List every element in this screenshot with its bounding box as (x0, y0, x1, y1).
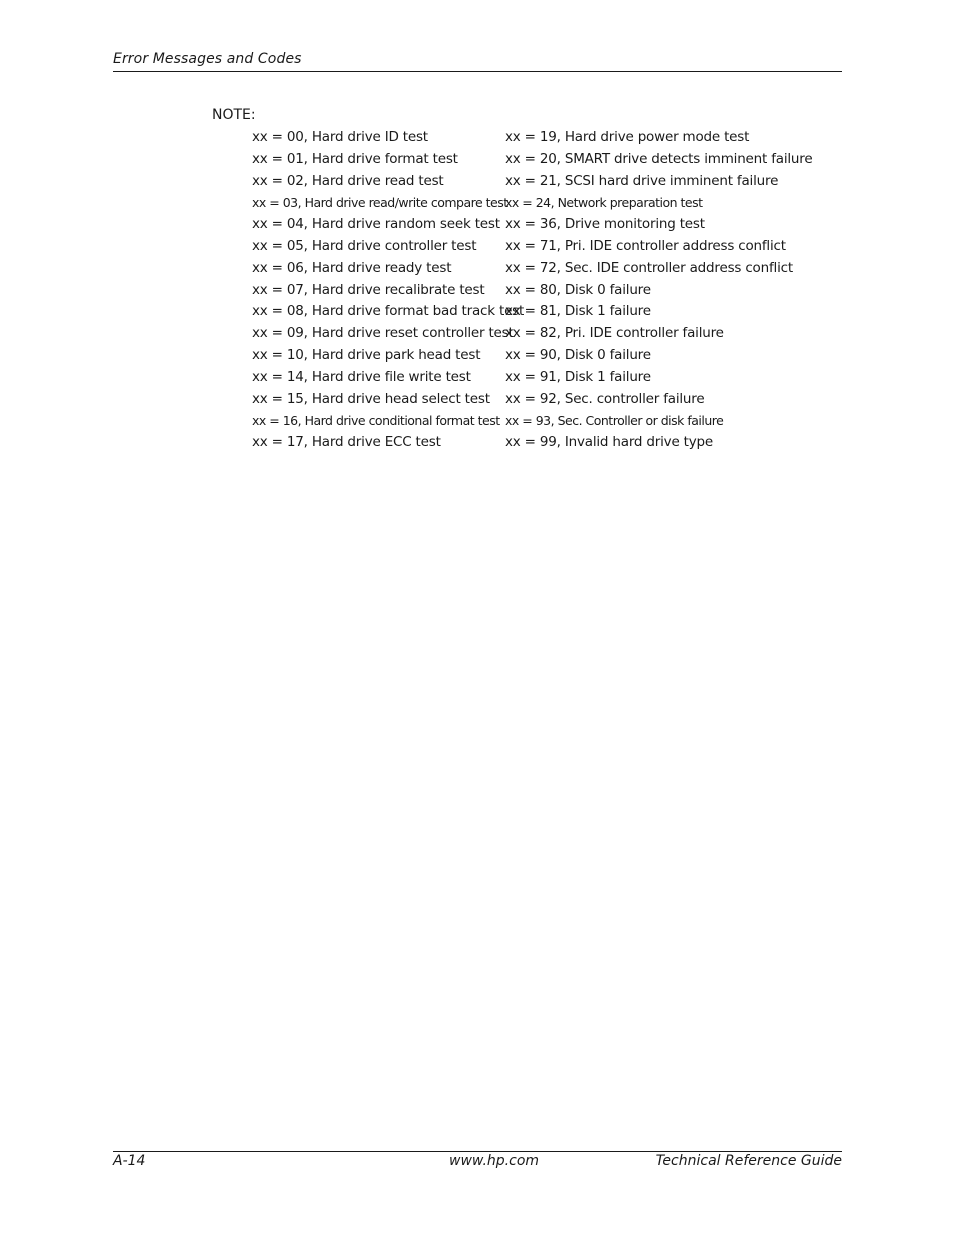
note-label: NOTE: (212, 107, 256, 123)
error-code-item: xx = 81, Disk 1 failure (505, 303, 651, 320)
error-code-item: xx = 10, Hard drive park head test (252, 346, 481, 363)
error-code-item: xx = 04, Hard drive random seek test (252, 216, 500, 233)
error-code-item: xx = 93, Sec. Controller or disk failure (505, 413, 724, 429)
error-code-item: xx = 21, SCSI hard drive imminent failure (505, 172, 779, 189)
error-code-item: xx = 01, Hard drive format test (252, 150, 458, 167)
error-code-item: xx = 24, Network preparation test (505, 195, 703, 211)
error-code-list-left (252, 127, 525, 454)
error-code-item: xx = 05, Hard drive controller test (252, 237, 477, 254)
footer-page-number: A-14 (113, 1153, 146, 1169)
error-code-item: xx = 08, Hard drive format bad track test (252, 303, 525, 320)
footer-rule (113, 1151, 842, 1152)
error-code-item: xx = 15, Hard drive head select test (252, 390, 490, 407)
error-code-item: xx = 20, SMART drive detects imminent failure (505, 150, 813, 167)
error-code-item: xx = 02, Hard drive read test (252, 172, 444, 189)
error-code-item: xx = 16, Hard drive conditional format test (252, 413, 500, 429)
running-header-title: Error Messages and Codes (113, 51, 302, 67)
error-code-item: xx = 99, Invalid hard drive type (505, 434, 714, 451)
error-code-item: xx = 09, Hard drive reset controller test (252, 325, 514, 342)
error-code-item: xx = 03, Hard drive read/write compare test (252, 195, 508, 211)
error-code-item: xx = 80, Disk 0 failure (505, 281, 651, 298)
footer-guide-title: Technical Reference Guide (655, 1153, 842, 1169)
error-code-list-right (505, 127, 813, 454)
error-code-item: xx = 14, Hard drive file write test (252, 368, 471, 385)
error-code-item: xx = 71, Pri. IDE controller address conflict (505, 237, 786, 254)
error-code-item: xx = 17, Hard drive ECC test (252, 434, 441, 451)
error-code-item: xx = 19, Hard drive power mode test (505, 129, 750, 145)
footer-url: www.hp.com (449, 1153, 540, 1169)
error-code-item: xx = 90, Disk 0 failure (505, 346, 651, 363)
error-code-item: xx = 92, Sec. controller failure (505, 390, 705, 407)
error-code-item: xx = 82, Pri. IDE controller failure (505, 325, 724, 342)
error-code-item: xx = 36, Drive monitoring test (505, 216, 705, 233)
error-code-item: xx = 06, Hard drive ready test (252, 259, 452, 276)
header-rule (113, 71, 842, 72)
error-code-item: xx = 72, Sec. IDE controller address conflict (505, 259, 793, 276)
error-code-item: xx = 91, Disk 1 failure (505, 368, 651, 385)
error-code-item: xx = 00, Hard drive ID test (252, 129, 428, 145)
error-code-item: xx = 07, Hard drive recalibrate test (252, 281, 485, 298)
